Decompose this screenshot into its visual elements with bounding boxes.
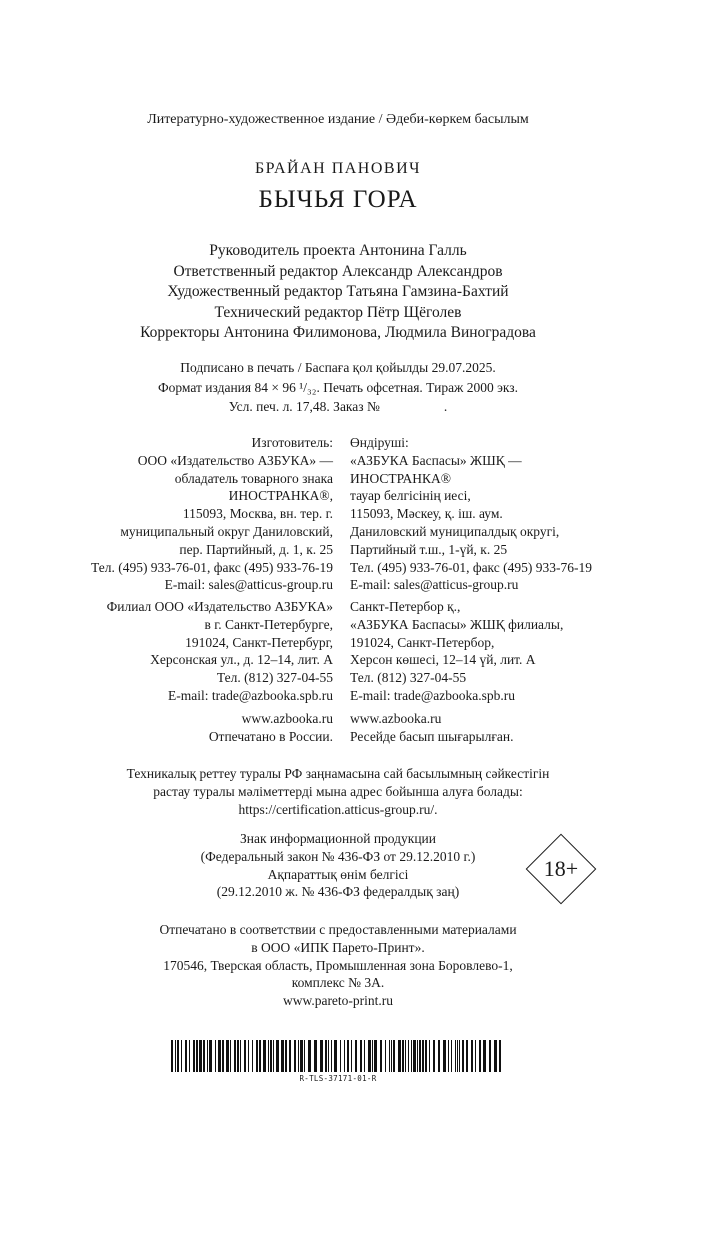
site-ru-line: www.azbooka.ru	[241, 711, 333, 726]
print-info	[0, 358, 676, 417]
genre-line: Литературно-художественное издание / Әдеби-көркем басылым	[147, 112, 529, 127]
branch-ru-line: 191024, Санкт-Петербург,	[185, 634, 333, 650]
age-rating-badge	[526, 834, 596, 904]
printer-line: комплекс № 3А.	[291, 975, 385, 991]
manufacturer-ru-line: E-mail: sales@atticus-group.ru	[164, 577, 333, 593]
branch-kz	[350, 598, 563, 705]
branch-kz-line: «АЗБУКА Баспасы» ЖШҚ филиалы,	[350, 616, 564, 632]
info-sign-line: Знак информационной продукции	[239, 831, 437, 846]
branch-ru-line: Филиал ООО «Издательство АЗБУКА»	[106, 599, 333, 614]
printer-info	[0, 921, 676, 1010]
info-sign-line: (Федеральный закон № 436-ФЗ от 29.12.2010 г.)	[200, 848, 476, 864]
manufacturer-kz-line: E-mail: sales@atticus-group.ru	[350, 577, 519, 593]
info-sign-line: (29.12.2010 ж. № 436-ФЗ федералдық заң)	[216, 884, 460, 900]
branch-kz-line: 191024, Санкт-Петербор,	[350, 634, 495, 650]
staff-line: Ответственный редактор Александр Александров	[173, 262, 503, 280]
barcode-text: R-TLS-37171-01-R	[299, 1074, 377, 1083]
printer-line: в ООО «ИПК Парето-Принт».	[251, 939, 425, 955]
staff-line: Корректоры Антонина Филимонова, Людмила Виноградова	[140, 324, 536, 341]
manufacturer-ru-line: ООО «Издательство АЗБУКА» —	[137, 452, 333, 468]
manufacturer-ru-line: ИНОСТРАНКА®,	[228, 488, 333, 504]
site-kz-line: www.azbooka.ru	[350, 711, 442, 726]
book-title: БЫЧЬЯ ГОРА	[258, 186, 418, 213]
barcode-icon	[171, 1040, 506, 1072]
manufacturer-ru	[91, 434, 333, 594]
site-ru-line: Отпечатано в России.	[208, 728, 333, 744]
manufacturer-kz-line: Партийный т.ш., 1-үй, к. 25	[350, 541, 508, 557]
sheets-text: Усл. печ. л. 17,48. Заказ №	[228, 399, 380, 414]
info-sign-line: Ақпараттық өнім белгісі	[267, 866, 409, 882]
staff-line: Художественный редактор Татьяна Гамзина-Бахтий	[167, 283, 509, 300]
branch-ru-line: Херсонская ул., д. 12–14, лит. А	[150, 652, 333, 668]
manufacturer-kz-line: Тел. (495) 933-76-01, факс (495) 933-76-19	[350, 559, 593, 575]
manufacturer-ru-line: Тел. (495) 933-76-01, факс (495) 933-76-19	[90, 559, 333, 575]
branch-ru-line: E-mail: trade@azbooka.spb.ru	[168, 687, 333, 703]
staff-line: Руководитель проекта Антонина Галль	[209, 242, 467, 259]
printer-line: Отпечатано в соответствии с предоставленными материалами	[159, 922, 517, 937]
branch-ru-line: в г. Санкт-Петербурге,	[204, 616, 333, 632]
manufacturer-kz-line: 115093, Мәскеу, қ. іш. аум.	[350, 506, 503, 522]
certification-line: Техникалық реттеу туралы РФ заңнамасына сай басылымның сәйкестігін	[126, 766, 550, 781]
manufacturer-ru-line: 115093, Москва, вн. тер. г.	[182, 506, 333, 522]
manufacturer-kz-line: Даниловский муниципалдық округі,	[350, 523, 560, 539]
branch-kz-line: Херсон көшесі, 12–14 үй, лит. А	[350, 652, 536, 668]
author-name: БРАЙАН ПАНОВИЧ	[254, 160, 422, 177]
certification-line: https://certification.atticus-group.ru/.	[238, 801, 438, 817]
format-line: Формат издания 84 × 96 ¹/₃₂. Печать офсетная. Тираж 2000 экз.	[157, 379, 519, 395]
branch-kz-line: Тел. (812) 327-04-55	[350, 670, 467, 686]
branch-kz-line: Санкт-Петербор қ.,	[350, 599, 461, 614]
branch-kz-line: E-mail: trade@azbooka.spb.ru	[350, 687, 515, 703]
certification-line: растау туралы мәліметтерді мына адрес бойынша алуға болады:	[153, 783, 523, 799]
signed-line: Подписано в печать / Баспаға қол қойылды 29.07.2025.	[180, 360, 496, 375]
printer-line: 170546, Тверская область, Промышленная зона Боровлево-1,	[163, 957, 513, 973]
site-kz-line: Ресейде басып шығарылған.	[350, 728, 514, 744]
printer-line: www.pareto-print.ru	[282, 993, 394, 1009]
manufacturer-kz-line: «АЗБУКА Баспасы» ЖШҚ —	[350, 452, 522, 468]
branch-ru-line: Тел. (812) 327-04-55	[216, 670, 333, 686]
manufacturer-ru-line: обладатель товарного знака	[174, 470, 333, 486]
sheets-end: .	[443, 399, 448, 414]
manufacturer-ru-line: пер. Партийный, д. 1, к. 25	[179, 541, 333, 557]
manufacturer-ru-line: муниципальный округ Даниловский,	[120, 523, 333, 539]
sheets-line	[0, 397, 676, 417]
manufacturer-kz	[350, 434, 592, 594]
site-kz	[350, 710, 513, 746]
branch-ru	[107, 598, 333, 705]
manufacturer-kz-line: тауар белгісінің иесі,	[350, 488, 471, 504]
staff-line: Технический редактор Пётр Щёголев	[214, 303, 462, 321]
manufacturer-kz-line: Өндіруші:	[350, 435, 409, 450]
manufacturer-kz-line: ИНОСТРАНКА®	[350, 470, 451, 486]
age-rating-label: 18+	[543, 856, 579, 881]
certification-note	[0, 765, 676, 818]
site-ru	[209, 710, 333, 746]
staff-credits	[0, 241, 676, 344]
manufacturer-ru-line: Изготовитель:	[251, 435, 333, 450]
